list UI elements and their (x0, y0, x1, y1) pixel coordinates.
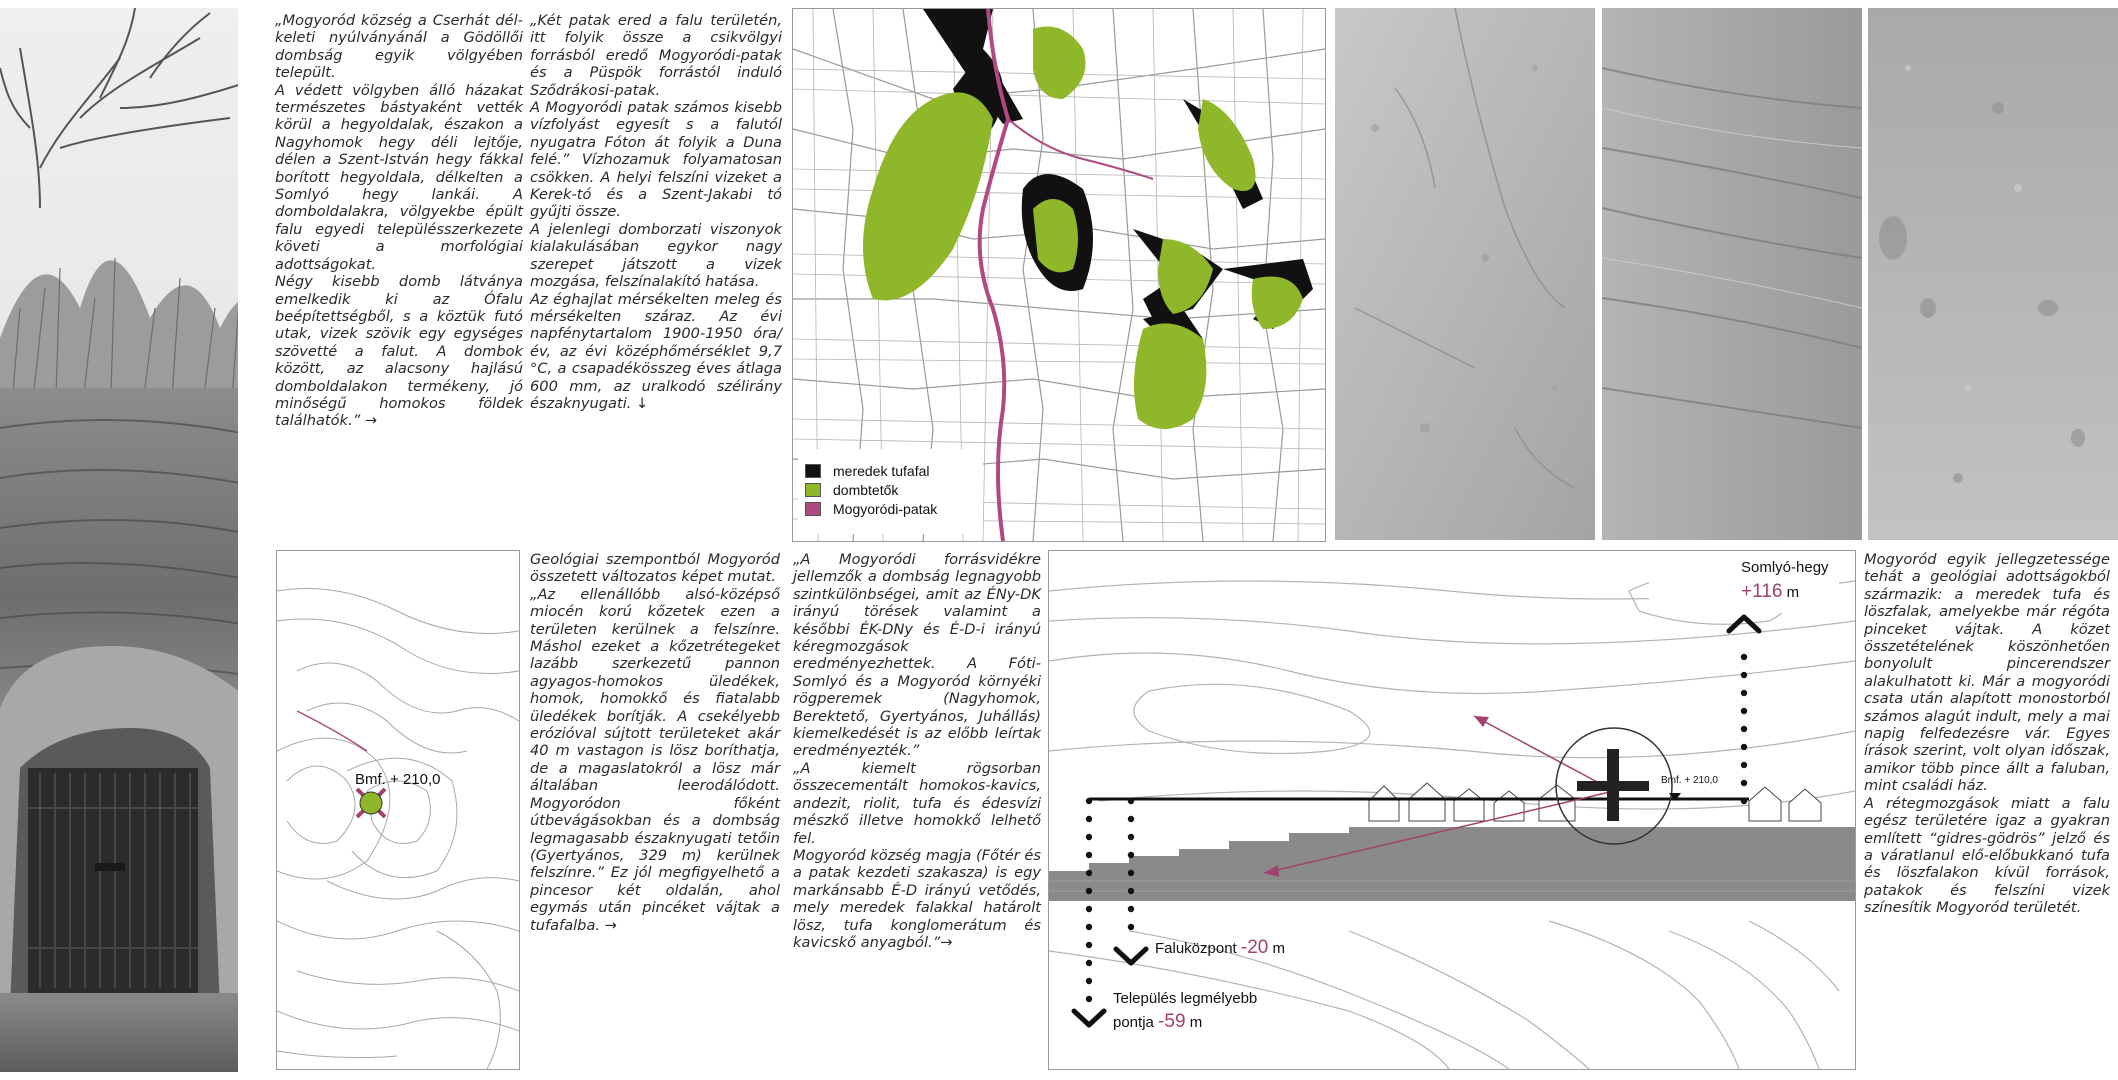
legend-item-hilltops (805, 480, 937, 499)
text-col1-p3: Négy kisebb domb látványa emelkedik ki az Ófalu beépítettségből, s a köztük futó utak, vizek szövik egy egységes szövetté a falut. A dombok között, az alacsony hajlású domboldalakon termékeny, jó minőségű homokos földek találhatók.” → (275, 273, 523, 430)
texture-photo-2 (1602, 8, 1862, 540)
text-col3-p1: Geológiai szempontból Mogyoród összetett változatos képet mutat. (530, 551, 780, 586)
falukozpont-name: Faluközpont (1155, 940, 1237, 957)
somlyo-height-value: +116 (1741, 581, 1783, 602)
falukozpont-unit: m (1272, 940, 1286, 957)
text-col1-p2: A védett völgyben álló házakat természetes bástyaként vették körül a hegyoldalak, északon a Nagyhomok hegy déli lejtője, délen a Szent-István hegy fákkal borított hegyoldala, délkelten a Somlyó hegy lankái. A domboldalakra, völgyekbe épült falu egyedi településszerkezete követi a morfológiai adottságokat. (275, 81, 523, 273)
text-col2-p2: A Mogyoródi patak számos kisebb vízfolyást egyesít s a falutól nyugatra Fóton át folyik a Duna felé.” Vízhozamuk folyamatosan csökken. A helyi felszíni vizeket a Kerek-tó és a Szent-Jakabi tó gyűjti össze. (530, 99, 782, 221)
legend-label-hilltops: dombtetők (833, 481, 899, 498)
legend-swatch-hilltops (805, 483, 821, 497)
legmelyebb-value: -59 (1158, 1011, 1186, 1032)
text-col2-p1: „Két patak ered a falu területén, itt folyik össze a csikvölgyi forrásból eredő Mogyoródi-patak és a Püspök forrástól induló Sződrákosi-patak. (530, 12, 782, 99)
text-column-1 (275, 12, 523, 430)
text-col2-p3: A jelenlegi domborzati viszonyok kialakulásában egykor nagy szerepet játszott a vizek mozgása, felszínalakító hatása. (530, 220, 782, 291)
falukozpont-value: -20 (1240, 937, 1269, 958)
somlyo-height-unit: m (1786, 584, 1800, 601)
text-column-4 (793, 551, 1041, 951)
map-legend (805, 461, 937, 518)
legmelyebb-name: pontja (1113, 1014, 1154, 1031)
text-col5-p1: Mogyoród egyik jellegzetessége tehát a geológiai adottságokból származik: a meredek tufa és löszfalak, amelyekbe már régóta pinceket vájtak. A közet összetételének köszönhetően bonyolult pincerendszer alakulhatott ki. Már a mogyoródi csata után alapított monostorból számos alagút indult, mely a mai napig felfedezésre vár. Egyes írások szerint, volt olyan időszak, amikor több pince állt a faluban, mint családi ház. (1864, 551, 2110, 795)
contour-map (276, 550, 520, 1070)
text-column-2 (530, 12, 782, 412)
section-bmf-label: Bmf. + 210,0 (1661, 775, 1718, 786)
falukozpont-label (1155, 937, 1285, 959)
text-column-5 (1864, 551, 2110, 917)
legend-label-tuff: meredek tufafal (833, 462, 930, 479)
texture-photo-3 (1868, 8, 2118, 540)
text-col4-p2: „A kiemelt rögsorban összecementált homokos-kavics, andezit, riolit, tufa és édesvízi mészkő illetve homokkő lelhető fel. (793, 759, 1041, 847)
somlyo-height (1741, 581, 1799, 603)
text-col5-p2: A rétegmozgások miatt a falu egész területére igaz a gyakran említett “gidres-gödrös” jelző és a váratlanul elő-előbukkanó tufa és löszfalakon kívül források, patakok és felszíni vizek színesítik Mogyoród területét. (1864, 794, 2110, 917)
legend-item-tuff (805, 461, 937, 480)
legmelyebb-unit: m (1189, 1014, 1203, 1031)
legend-item-stream (805, 499, 937, 518)
text-col3-p2: „Az ellenállóbb alsó-középső miocén korú kőzetek ezen a területen kerülnek a felszínre. Máshol ezeket a kőzetrétegeket lazább szerkezetű pannon agyagos-homokos üledékek, homok, homokkő és fiatalabb üledékek borítják. A csekélyebb erózióval sújtott területeket akár 40 m vastagon is lösz boríthatja, de a magaslatokról a lösz már általában leerodálódott. Mogyoródon főként útbevágásokban és a dombság legmagasabb északnyugati tetőin (Gyertyános, 329 m) kerülnek felszínre.” Ez jól megfigyelhető a pincesor két oldalán, ahol egymás után pincéket vájtak a tufafalba. → (530, 585, 780, 934)
contour-bmf-label: Bmf. + 210,0 (355, 771, 441, 788)
village-map (792, 8, 1326, 542)
text-col4-p1: „A Mogyoródi forrásvidékre jellemzők a dombság legnagyobb szintkülönbségei, amit az ÉNy-DK irányú törések valamint a későbbi ÉK-DNy és É-D-i irányú kéregmozgások eredményezhettek. A Fóti-Somlyó és a Mogyoród környéki rögperemek (Nagyhomok, Berektető, Gyertyános, Juhállás) kiemelkedését is az előbb leírtak eredményezték.” (793, 551, 1041, 760)
text-col4-p3: Mogyoród község magja (Főtér és a patak kezdeti szakasza) is egy markánsabb É-D irányú vetődés, mely meredek falakkal határolt lösz, tufa konglomerátum és kavicskő anyagból.”→ (793, 846, 1041, 951)
legend-swatch-stream (805, 502, 821, 516)
texture-photo-1 (1335, 8, 1595, 540)
text-column-3 (530, 551, 780, 934)
section-drawing (1048, 550, 1856, 1070)
legend-swatch-tuff (805, 464, 821, 478)
legmelyebb-label-line1: Település legmélyebb (1113, 990, 1258, 1007)
text-col1-p1: „Mogyoród község a Cserhát dél-keleti nyúlványánál a Gödöllői dombság egyik völgyében települt. (275, 12, 523, 82)
cellar-door-photo (0, 8, 266, 1072)
legmelyebb-label-line2 (1113, 1011, 1202, 1033)
text-col2-p4: Az éghajlat mérsékelten meleg és mérsékelten száraz. Az évi napfénytartalom 1900-1950 óra/év, az évi középhőmérséklet 9,7 °C, a csapadékösszeg éves átlaga 600 mm, az uralkodó szélirány északnyugati. ↓ (530, 290, 782, 412)
somlyo-label: Somlyó-hegy (1741, 559, 1829, 576)
legend-label-stream: Mogyoródi-patak (833, 500, 938, 517)
